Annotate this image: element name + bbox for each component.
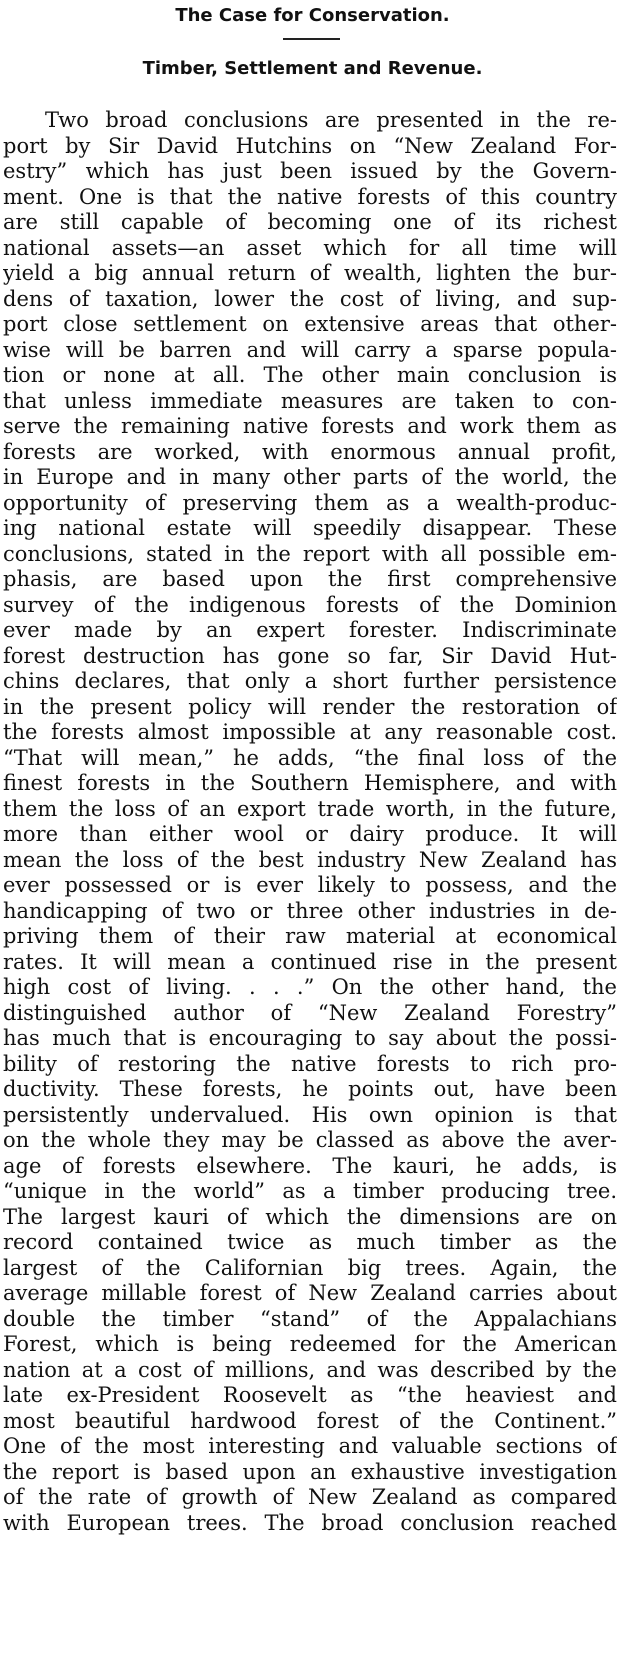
article-line: of the rate of growth of New Zealand as compared — [3, 1485, 617, 1509]
article-line: estry” which has just been issued by the Govern- — [3, 159, 617, 183]
article-line: more than either wool or dairy produce. It will — [3, 822, 617, 846]
article-line: in Europe and in many other parts of the world, the — [3, 465, 617, 489]
article-line: yield a big annual return of wealth, lighten the bur- — [3, 261, 617, 285]
title-divider — [283, 38, 340, 40]
article-line: ever possessed or is ever likely to possess, and the — [3, 873, 617, 897]
article-line: conclusions, stated in the report with all possible em- — [3, 541, 617, 566]
article-line: late ex-President Roosevelt as “the heaviest and — [3, 1383, 617, 1407]
article-line: dens of taxation, lower the cost of living, and sup- — [3, 286, 617, 311]
article-line: forests are worked, with enormous annual profit, — [3, 439, 617, 464]
article-line: nation at a cost of millions, and was described by the — [3, 1357, 617, 1382]
article-line: opportunity of preserving them as a wealth-produc- — [3, 490, 617, 515]
article-line: bility of restoring the native forests to rich pro- — [3, 1051, 617, 1076]
article-line: port by Sir David Hutchins on “New Zealand For- — [3, 133, 617, 158]
article-line: forest destruction has gone so far, Sir David Hut- — [3, 643, 617, 668]
article-line: has much that is encouraging to say about the possi- — [3, 1026, 617, 1050]
article-line: ever made by an expert forester. Indiscriminate — [3, 618, 617, 642]
article-line: with European trees. The broad conclusion reached — [3, 1510, 617, 1535]
article-line: them the loss of an export trade worth, in the future, — [3, 796, 617, 821]
article-line: port close settlement on extensive areas that other- — [3, 312, 617, 336]
article-line: the report is based upon an exhaustive investigation — [3, 1459, 617, 1484]
article-line: on the whole they may be classed as above the aver- — [3, 1128, 617, 1152]
article-subtitle: Timber, Settlement and Revenue. — [142, 58, 483, 79]
article-line: phasis, are based upon the first comprehensive — [3, 567, 617, 591]
article-line: tion or none at all. The other main conclusion is — [3, 363, 617, 387]
article-title: The Case for Conservation. — [175, 5, 450, 26]
article-line: wise will be barren and will carry a sparse popula- — [3, 337, 617, 362]
article-line: ment. One is that the native forests of this country — [3, 184, 617, 209]
article-line: the forests almost impossible at any reasonable cost. — [3, 720, 617, 744]
article-line: average millable forest of New Zealand carries about — [3, 1281, 617, 1305]
article-line: “unique in the world” as a timber producing tree. — [3, 1179, 617, 1203]
article-line: are still capable of becoming one of its richest — [3, 210, 617, 234]
article-line: chins declares, that only a short further persistence — [3, 669, 617, 693]
article-line: ductivity. These forests, he points out, have been — [3, 1077, 617, 1101]
article-line: that unless immediate measures are taken to con- — [3, 388, 617, 413]
article-line: rates. It will mean a continued rise in the present — [3, 949, 617, 974]
article-line: mean the loss of the best industry New Zealand has — [3, 847, 617, 872]
article-body — [3, 108, 617, 1536]
article-line: distinguished author of “New Zealand Forestry” — [3, 1000, 617, 1025]
article-line: record contained twice as much timber as the — [3, 1230, 617, 1254]
article-line: most beautiful hardwood forest of the Continent.” — [3, 1408, 617, 1433]
article-line: high cost of living. . . .” On the other hand, the — [3, 975, 617, 999]
article-line: Forest, which is being redeemed for the American — [3, 1332, 617, 1356]
article-line: national assets—an asset which for all time will — [3, 235, 617, 260]
article-line: Two broad conclusions are presented in the re- — [45, 108, 617, 132]
article-line: age of forests elsewhere. The kauri, he adds, is — [3, 1153, 617, 1178]
article-line: largest of the Californian big trees. Again, the — [3, 1255, 617, 1280]
article-line: “That will mean,” he adds, “the final loss of the — [3, 745, 617, 770]
article-line: in the present policy will render the restoration of — [3, 694, 617, 719]
article-line: double the timber “stand” of the Appalachians — [3, 1306, 617, 1331]
article-line: The largest kauri of which the dimensions are on — [3, 1204, 617, 1229]
article-line: finest forests in the Southern Hemisphere, and with — [3, 771, 617, 795]
article-line: handicapping of two or three other industries in de- — [3, 898, 617, 923]
article-line: survey of the indigenous forests of the Dominion — [3, 592, 617, 617]
article-line: persistently undervalued. His own opinion is that — [3, 1102, 617, 1127]
article-line: One of the most interesting and valuable sections of — [3, 1434, 617, 1458]
article-line: priving them of their raw material at economical — [3, 924, 617, 948]
article-line: serve the remaining native forests and work them as — [3, 414, 617, 438]
article-line: ing national estate will speedily disappear. These — [3, 516, 617, 540]
